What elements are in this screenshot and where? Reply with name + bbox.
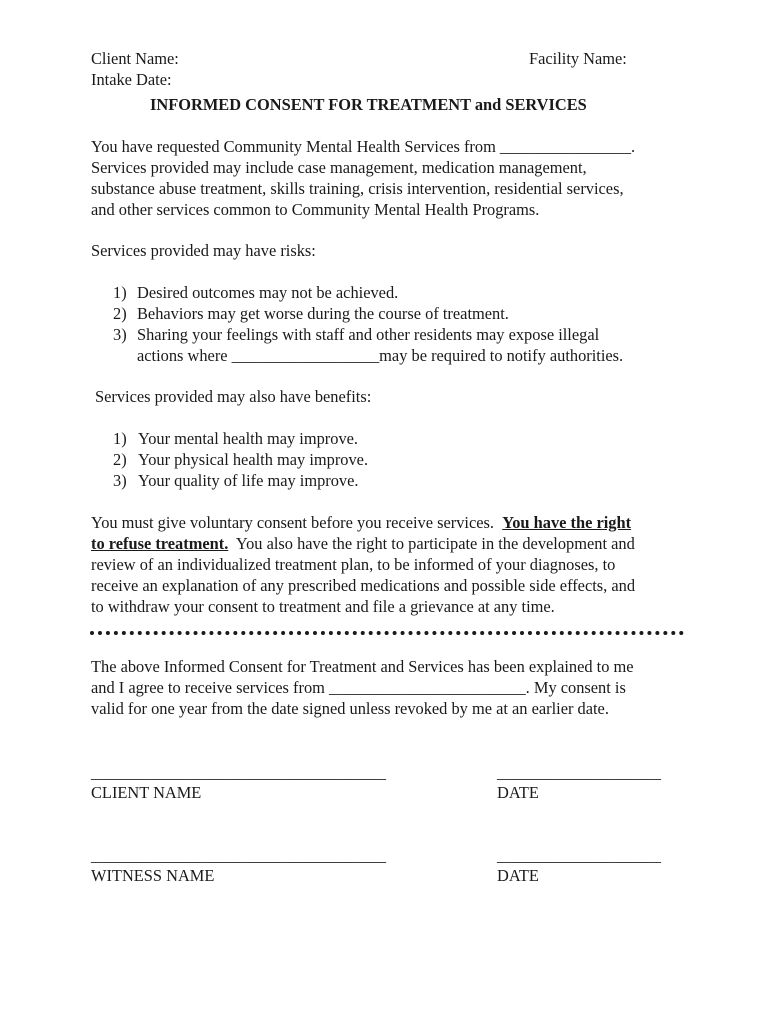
client-signature-line[interactable]: ____________________________________ bbox=[91, 763, 387, 782]
benefit-item-2 bbox=[113, 449, 369, 470]
intake-date-label: Intake Date: bbox=[91, 70, 172, 89]
rights-text: You also have the right to participate in the development and bbox=[235, 534, 635, 553]
right-to-refuse-emphasis-cont: to refuse treatment. bbox=[91, 534, 229, 553]
risk-item-text: Sharing your feelings with staff and other residents may expose illegal bbox=[137, 325, 600, 344]
rights-line-4: receive an explanation of any prescribed medications and possible side effects, and bbox=[91, 576, 636, 595]
risk-item-text: Desired outcomes may not be achieved. bbox=[137, 283, 399, 302]
benefits-heading: Services provided may also have benefits: bbox=[95, 387, 372, 406]
rights-line-1 bbox=[91, 512, 691, 533]
section-divider bbox=[90, 631, 684, 635]
risk-item-number: 2) bbox=[113, 304, 127, 323]
benefit-item-text: Your physical health may improve. bbox=[138, 450, 369, 469]
benefit-item-number: 2) bbox=[113, 450, 127, 469]
risk-item-2 bbox=[113, 303, 509, 324]
client-date-caption: DATE bbox=[497, 783, 539, 802]
facility-name-label: Facility Name: bbox=[529, 49, 627, 68]
benefit-item-1 bbox=[113, 428, 359, 449]
agreement-line-1: The above Informed Consent for Treatment and Services has been explained to me bbox=[91, 657, 634, 676]
witness-signature-line[interactable]: ____________________________________ bbox=[91, 846, 387, 865]
rights-intro-text: You must give voluntary consent before you receive services. bbox=[91, 513, 494, 532]
agreement-line-2: and I agree to receive services from ________________________. My consent is bbox=[91, 678, 626, 697]
benefit-item-3 bbox=[113, 470, 359, 491]
intro-line-3: substance abuse treatment, skills training, crisis intervention, residential services, bbox=[91, 179, 624, 198]
client-date-line[interactable]: ____________________ bbox=[497, 763, 661, 782]
right-to-refuse-emphasis: You have the right bbox=[502, 513, 632, 532]
risk-item-3 bbox=[113, 324, 600, 345]
client-name-caption: CLIENT NAME bbox=[91, 783, 202, 802]
intro-line-4: and other services common to Community Mental Health Programs. bbox=[91, 200, 540, 219]
benefit-item-text: Your quality of life may improve. bbox=[138, 471, 359, 490]
agreement-line-3: valid for one year from the date signed unless revoked by me at an earlier date. bbox=[91, 699, 609, 718]
rights-line-3: review of an individualized treatment plan, to be informed of your diagnoses, to bbox=[91, 555, 616, 574]
intro-line-2: Services provided may include case management, medication management, bbox=[91, 158, 587, 177]
risk-item-1 bbox=[113, 282, 399, 303]
risk-item-3-continued: actions where __________________may be required to notify authorities. bbox=[137, 346, 624, 365]
benefit-item-number: 3) bbox=[113, 471, 127, 490]
witness-date-caption: DATE bbox=[497, 866, 539, 885]
document-title: INFORMED CONSENT FOR TREATMENT and SERVICES bbox=[150, 95, 587, 114]
risks-heading: Services provided may have risks: bbox=[91, 241, 316, 260]
benefit-item-text: Your mental health may improve. bbox=[138, 429, 359, 448]
benefit-item-number: 1) bbox=[113, 429, 127, 448]
witness-date-line[interactable]: ____________________ bbox=[497, 846, 661, 865]
risk-item-number: 3) bbox=[113, 325, 127, 344]
client-name-label: Client Name: bbox=[91, 49, 179, 68]
witness-name-caption: WITNESS NAME bbox=[91, 866, 215, 885]
risk-item-text: Behaviors may get worse during the course of treatment. bbox=[137, 304, 509, 323]
risk-item-number: 1) bbox=[113, 283, 127, 302]
intro-line-1: You have requested Community Mental Health Services from ________________. bbox=[91, 137, 636, 156]
rights-line-2 bbox=[91, 533, 691, 554]
rights-line-5: to withdraw your consent to treatment and file a grievance at any time. bbox=[91, 597, 555, 616]
